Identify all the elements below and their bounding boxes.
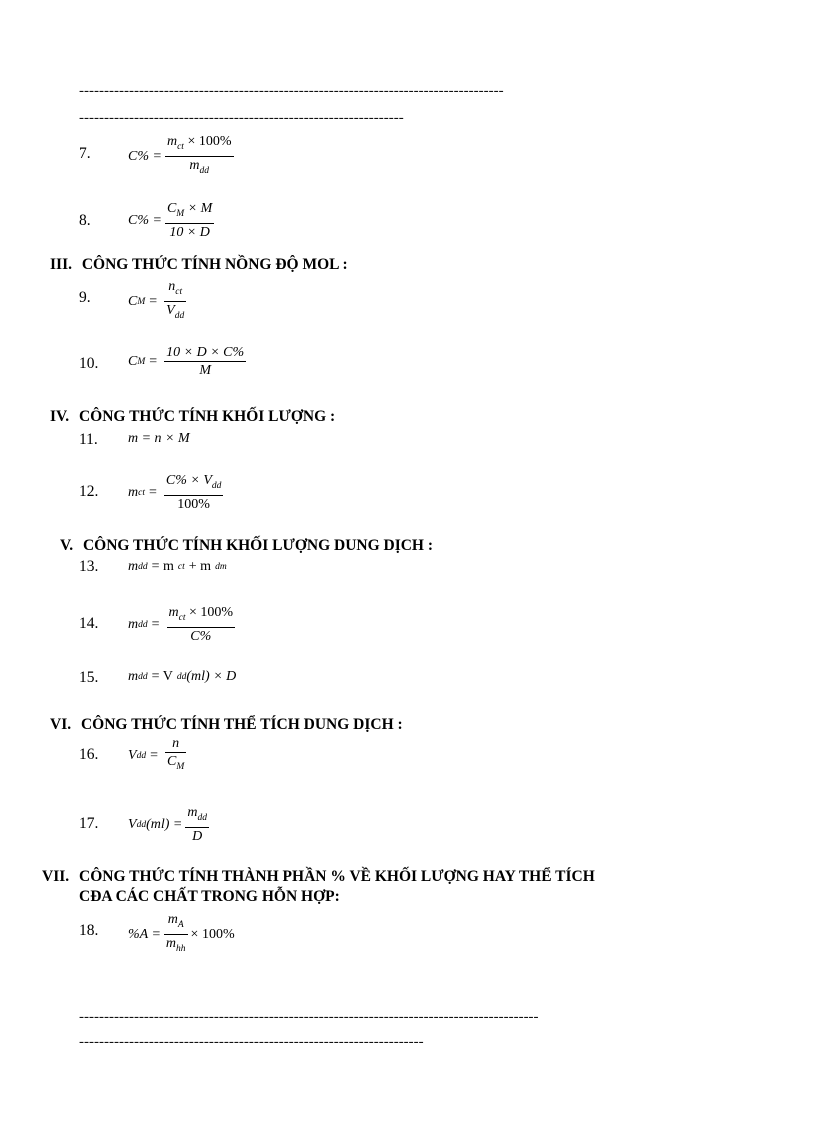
- formula-15-tail: (ml) × D: [186, 669, 237, 684]
- formula-17-num: m: [187, 805, 198, 820]
- formula-13-lhs: m: [128, 559, 139, 574]
- formula-10-lhs-sub: M: [137, 356, 146, 367]
- formula-10-fraction: [164, 344, 246, 379]
- formula-12: [128, 472, 226, 513]
- formula-14-num-tail: × 100%: [185, 605, 234, 620]
- formula-9-fraction: [164, 278, 186, 325]
- formula-14-lhs-sub: dd: [138, 619, 148, 630]
- formula-11-text: m = n × M: [128, 431, 190, 446]
- formula-14-eq: =: [151, 616, 160, 632]
- formula-15-mid-sub: dd: [176, 672, 187, 682]
- section-vi-roman: VI.: [50, 716, 72, 733]
- formula-8-num-tail: × M: [184, 201, 213, 216]
- formula-14: [128, 604, 238, 645]
- formula-8-num: C: [166, 201, 177, 216]
- formula-16-eq: =: [150, 747, 158, 763]
- formula-8-num-sub: M: [176, 209, 185, 219]
- formula-15-lhs: m: [128, 669, 139, 684]
- formula-14-num: m: [168, 605, 179, 620]
- formula-8: [128, 200, 217, 241]
- formula-13-lhs-sub: dd: [138, 562, 148, 572]
- formula-7-lhs: C% =: [128, 148, 162, 164]
- formula-10-lhs: C: [128, 353, 138, 369]
- section-heading-iv: [50, 408, 335, 426]
- formula-10-num: 10 × D × C%: [166, 345, 245, 360]
- formula-9-num: n: [168, 279, 176, 294]
- item-number-8: 8.: [79, 212, 91, 229]
- formula-9-num-sub: ct: [175, 287, 183, 297]
- formula-16-num: n: [172, 736, 180, 751]
- section-heading-vi: [50, 716, 403, 734]
- formula-7-num-sub: ct: [177, 142, 184, 152]
- formula-18-fraction: [164, 911, 188, 958]
- section-iv-roman: IV.: [50, 408, 70, 425]
- formula-17-num-sub: dd: [197, 813, 207, 823]
- formula-18-lhs: %A =: [128, 926, 161, 942]
- formula-16-fraction: [165, 735, 186, 776]
- formula-8-fraction: [165, 200, 214, 241]
- formula-17: [128, 804, 212, 845]
- formula-15-eq: = V: [151, 669, 173, 684]
- formula-17-lhs: V: [128, 816, 137, 832]
- formula-8-den: 10 × D: [169, 225, 210, 240]
- separator-top-1: -------------------------------------------------------------------------------------: [79, 84, 504, 99]
- formula-16-den-sub: M: [176, 762, 185, 772]
- formula-17-lhs-tail: (ml) =: [146, 816, 183, 832]
- section-iii-title: CÔNG THỨC TÍNH NỒNG ĐỘ MOL :: [81, 256, 348, 273]
- formula-7-den: m: [189, 158, 200, 173]
- formula-11: [128, 431, 190, 447]
- section-vi-title: CÔNG THỨC TÍNH THỂ TÍCH DUNG DỊCH :: [80, 716, 403, 733]
- formula-12-num-sub: dd: [211, 481, 222, 491]
- item-number-11: 11.: [79, 431, 98, 448]
- formula-16-den: C: [166, 754, 177, 769]
- formula-7-num: m: [166, 134, 178, 149]
- formula-14-lhs: m: [128, 616, 139, 632]
- item-number-7: 7.: [79, 145, 91, 162]
- section-heading-v: [60, 537, 433, 555]
- formula-13-mid-sub: ct: [177, 562, 185, 572]
- separator-top-2: -----------------------------------------------------------------: [79, 111, 404, 126]
- section-v-roman: V.: [60, 537, 74, 554]
- section-heading-vii: [42, 868, 595, 886]
- formula-7-den-sub: dd: [199, 166, 210, 176]
- item-number-17: 17.: [79, 815, 99, 832]
- formula-14-num-sub: ct: [178, 613, 186, 623]
- formula-18-den: m: [165, 936, 177, 951]
- formula-10: [128, 344, 249, 379]
- section-v-title: CÔNG THỨC TÍNH KHỐI LƯỢNG DUNG DỊCH :: [82, 537, 434, 554]
- formula-9-den-sub: dd: [174, 311, 185, 321]
- item-number-18: 18.: [79, 922, 99, 939]
- formula-16-lhs-sub: dd: [136, 750, 147, 761]
- formula-9: [128, 278, 189, 325]
- separator-bottom-2: ---------------------------------------------------------------------: [79, 1035, 424, 1050]
- formula-17-fraction: [185, 804, 209, 845]
- formula-13-end-sub: dm: [215, 562, 227, 572]
- formula-10-eq: =: [149, 353, 158, 369]
- formula-12-fraction: [164, 472, 224, 513]
- item-number-14: 14.: [79, 615, 99, 632]
- formula-8-lhs: C% =: [128, 212, 162, 228]
- formula-18: [128, 911, 235, 958]
- formula-14-fraction: [167, 604, 236, 645]
- formula-7: [128, 133, 237, 180]
- formula-14-den: C%: [190, 629, 212, 644]
- section-iv-title: CÔNG THỨC TÍNH KHỐI LƯỢNG :: [78, 408, 336, 425]
- formula-15: [128, 669, 236, 685]
- formula-15-lhs-sub: dd: [138, 672, 148, 682]
- formula-17-den: D: [192, 829, 203, 844]
- formula-9-lhs: C: [128, 293, 138, 309]
- section-heading-iii: [50, 256, 348, 274]
- section-vii-title: CÔNG THỨC TÍNH THÀNH PHẦN % VỀ KHỐI LƯỢNG HAY THỂ TÍCH: [79, 868, 595, 885]
- formula-12-num: C% × V: [165, 473, 212, 488]
- formula-16-lhs: V: [128, 747, 137, 763]
- formula-7-num-tail: × 100%: [183, 134, 232, 149]
- formula-18-den-sub: hh: [176, 944, 186, 954]
- formula-12-eq: =: [148, 484, 157, 500]
- formula-18-num-sub: A: [177, 920, 184, 930]
- item-number-13: 13.: [79, 558, 99, 575]
- separator-bottom-1: --------------------------------------------------------------------------------------------: [79, 1010, 539, 1025]
- formula-16: [128, 735, 189, 776]
- formula-13-eq: = m: [151, 559, 174, 574]
- formula-13: [128, 559, 227, 575]
- formula-12-lhs-sub: ct: [138, 487, 145, 498]
- formula-13-plus: + m: [188, 559, 212, 574]
- item-number-15: 15.: [79, 669, 99, 686]
- formula-9-den: V: [166, 303, 175, 318]
- formula-18-tail: × 100%: [190, 926, 235, 942]
- formula-9-eq: =: [149, 293, 158, 309]
- item-number-16: 16.: [79, 746, 99, 763]
- section-vii-roman: VII.: [42, 868, 70, 885]
- formula-12-den: 100%: [177, 497, 210, 512]
- formula-7-fraction: [165, 133, 234, 180]
- formula-18-num: m: [167, 912, 178, 927]
- formula-10-den: M: [199, 363, 212, 378]
- section-iii-roman: III.: [50, 256, 72, 273]
- item-number-9: 9.: [79, 289, 91, 306]
- item-number-12: 12.: [79, 483, 99, 500]
- formula-9-lhs-sub: M: [137, 296, 146, 307]
- formula-12-lhs: m: [128, 484, 139, 500]
- section-heading-vii-line2: CĐA CÁC CHẤT TRONG HỖN HỢP:: [79, 888, 340, 905]
- item-number-10: 10.: [79, 355, 99, 372]
- formula-17-lhs-sub: dd: [136, 819, 147, 830]
